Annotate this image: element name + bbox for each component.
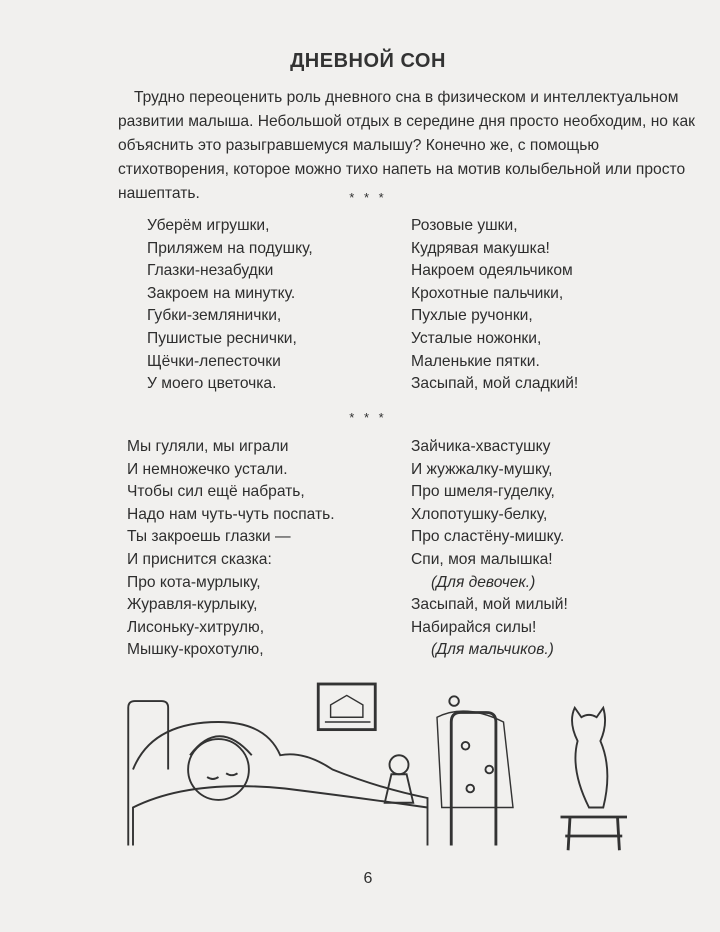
intro-text: Трудно переоценить роль дневного сна в физическом и интеллектуальном развитии малыша. Небольшой отдых в середине дня просто необходим, но как объяснить это разыгравшемуся малышу? Конечно же, с помощью стихотворения, которое можно тихо напеть на мотив колыбельной или просто нашептать. <box>118 89 695 202</box>
verse-line: Пухлые ручонки, <box>411 307 533 325</box>
verse-line: Закроем на минутку. <box>147 284 296 302</box>
verse-line: Пушистые реснички, <box>147 329 297 347</box>
verse-line: Крохотные пальчики, <box>411 284 564 302</box>
verse-line: Щёчки-лепесточки <box>147 352 281 370</box>
verse-line: Ты закроешь глазки — <box>127 528 291 546</box>
separator: * * * <box>349 190 387 205</box>
page-title: ДНЕВНОЙ СОН <box>290 50 446 72</box>
separator: * * * <box>349 410 387 425</box>
verse-line: Спи, моя малышка! <box>411 550 553 568</box>
poem1-left <box>147 215 313 396</box>
verse-line: Кудрявая макушка! <box>411 239 550 257</box>
verse-line: Засыпай, мой милый! <box>411 596 568 614</box>
sleeping-girl-illustration <box>100 665 660 855</box>
verse-line: Приляжем на подушку, <box>147 239 313 257</box>
verse-line: Усталые ножонки, <box>411 329 542 347</box>
verse-line: Розовые ушки, <box>411 217 518 234</box>
verse-line: Надо нам чуть-чуть поспать. <box>127 505 335 523</box>
verse-line: Про шмеля-гуделку, <box>411 483 555 501</box>
verse-line: Уберём игрушки, <box>147 217 270 234</box>
verse-line: Губки-землянички, <box>147 307 282 325</box>
verse-line: Про кота-мурлыку, <box>127 573 261 591</box>
intro-paragraph <box>118 86 703 202</box>
verse-line: Про сластёну-мишку. <box>411 528 565 546</box>
poem2-left <box>127 436 335 662</box>
verse-line: Мышку-крохотулю, <box>127 641 264 659</box>
verse-line: Засыпай, мой сладкий! <box>411 375 579 393</box>
verse-line: У моего цветочка. <box>147 375 277 393</box>
verse-line: Глазки-незабудки <box>147 262 274 280</box>
note-boys: (Для мальчиков.) <box>431 641 554 659</box>
verse-line: Накроем одеяльчиком <box>411 262 573 280</box>
verse-line: Журавля-курлыку, <box>127 596 258 614</box>
verse-line: И немножечко устали. <box>127 460 288 478</box>
note-girls: (Для девочек.) <box>431 573 536 591</box>
verse-line: Набирайся силы! <box>411 618 537 636</box>
verse-line: Мы гуляли, мы играли <box>127 438 289 455</box>
verse-line: Чтобы сил ещё набрать, <box>127 483 305 501</box>
verse-line: Маленькие пятки. <box>411 352 540 370</box>
verse-line: Зайчика-хвастушку <box>411 438 551 455</box>
verse-line: И жужжалку-мушку, <box>411 460 553 478</box>
poem1-right <box>411 215 578 396</box>
verse-line: Хлопотушку-белку, <box>411 505 548 523</box>
page-number: 6 <box>363 870 373 887</box>
verse-line: Лисоньку-хитрулю, <box>127 618 265 636</box>
verse-line: И приснится сказка: <box>127 550 272 568</box>
poem2-right <box>411 436 568 662</box>
